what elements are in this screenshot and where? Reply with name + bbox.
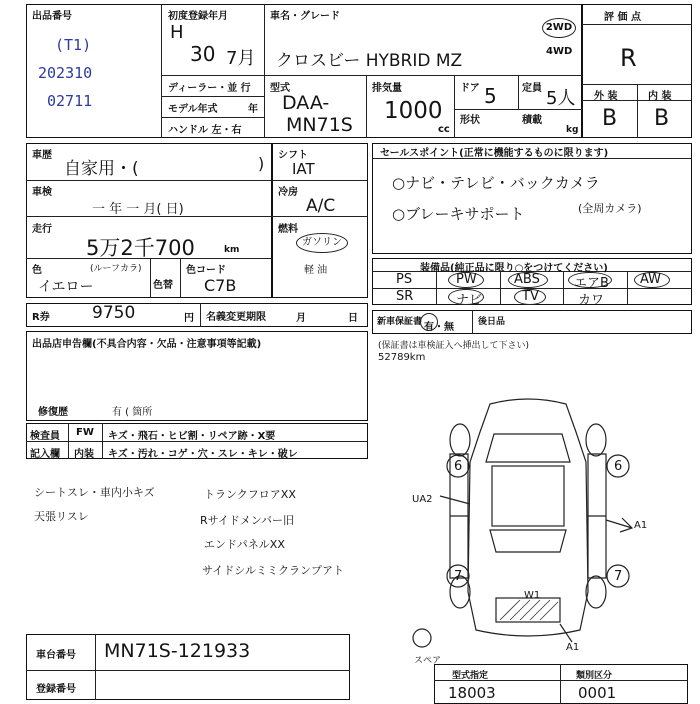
wheel-front-right xyxy=(586,424,606,456)
tire-mark-rr: 7 xyxy=(614,569,623,584)
type-label: 型式 xyxy=(270,83,290,94)
damage-a1: A1 xyxy=(634,520,648,531)
int-items: キズ・汚れ・コゲ・穴・スレ・キレ・破レ xyxy=(108,449,298,460)
type-line-1: DAA- xyxy=(282,92,330,114)
sales-line-2: ○ブレーキサポート xyxy=(392,205,525,223)
damage-arrow-a1 xyxy=(606,518,632,532)
equip-tv: TV xyxy=(522,289,539,304)
sales-frame xyxy=(372,143,692,254)
r-ticket-frame xyxy=(26,303,368,327)
equip-pw: PW xyxy=(456,272,477,287)
damage-line-left xyxy=(440,496,470,504)
mileage-label: 走行 xyxy=(32,224,52,235)
equipment-title: 装備品(純正品に限り○をつけてください) xyxy=(420,263,608,274)
name-change-month: 月 xyxy=(296,313,306,324)
wheel-rear-right xyxy=(586,576,606,608)
capacity-value: 5人 xyxy=(546,88,576,109)
warranty-options: 有・無 xyxy=(424,322,454,333)
shift-label: シフト xyxy=(278,150,308,161)
category-value: 0001 xyxy=(578,684,617,702)
int-label: 内装 xyxy=(74,449,94,460)
lot-no-label: 出品番号 xyxy=(32,11,72,22)
dealer-label: ディーラー・並 行 xyxy=(168,83,251,94)
damage-w1: W1 xyxy=(524,590,541,601)
note-right-3: エンドパネルXX xyxy=(204,538,285,551)
chassis-value: MN71S-121933 xyxy=(104,640,251,662)
r-ticket-label: R券 xyxy=(32,312,50,323)
warranty-label: 新車保証書 xyxy=(377,317,423,327)
door-label: ドア xyxy=(460,83,480,94)
first-reg-label: 初度登録年月 xyxy=(168,11,228,22)
equip-leather: カワ xyxy=(578,293,605,308)
color-label: 色 xyxy=(32,265,42,276)
color-change-label: 色替 xyxy=(153,280,173,291)
note-right-4: サイドシルミミクランプアト xyxy=(202,564,344,577)
name-change-label: 名義変更期限 xyxy=(206,312,266,323)
model-year-suffix: 年 xyxy=(248,104,258,115)
sales-title: セールスポイント(正常に機能するものに限ります) xyxy=(380,148,609,159)
interior-label: 内 装 xyxy=(648,91,672,102)
mileage-value: 5万2千700 xyxy=(86,236,195,260)
history-close: ) xyxy=(258,154,265,173)
fuel-label: 燃料 xyxy=(278,224,298,235)
equip-navi-circle xyxy=(448,289,484,305)
color-code-label: 色コード xyxy=(186,265,226,276)
chassis-label: 車台番号 xyxy=(36,650,76,661)
shift-value: IAT xyxy=(292,160,315,178)
first-reg-year: 30 xyxy=(190,42,216,66)
shaken-value: 一 年 一 月( 日) xyxy=(92,202,184,217)
first-reg-era: H xyxy=(170,22,184,43)
r-ticket-value: 9750 xyxy=(92,303,136,323)
damage-ua2: UA2 xyxy=(412,494,433,505)
fuel-diesel: 軽 油 xyxy=(304,265,328,276)
fw-label: FW xyxy=(76,427,94,438)
history-label: 車歴 xyxy=(32,150,52,161)
equip-airbag-circle xyxy=(568,272,612,288)
fuel-gasoline-mark: ガソリン xyxy=(296,233,348,253)
mileage-note: 52789km xyxy=(378,352,426,363)
cc-unit: cc xyxy=(438,124,450,135)
equip-ps: PS xyxy=(396,272,413,287)
details-frame xyxy=(26,143,272,298)
capacity-label: 定員 xyxy=(522,83,542,94)
shape-label: 形状 xyxy=(460,115,480,126)
car-windshield xyxy=(486,434,570,462)
note-left-1: シートスレ・車内小キズ xyxy=(34,486,155,499)
equip-tv-circle xyxy=(514,289,546,305)
model-designation-label: 型式指定 xyxy=(452,671,489,681)
lot-line-2: 202310 xyxy=(38,64,93,82)
ac-value: A/C xyxy=(306,196,336,216)
interior-grade: B xyxy=(654,106,670,131)
spare-tire xyxy=(413,629,431,647)
fw-items: キズ・飛石・ヒビ割・リペア跡・X要 xyxy=(108,431,276,442)
color-code-value: C7B xyxy=(204,276,237,295)
displacement-value: 1000 xyxy=(384,98,443,124)
equip-abs-circle xyxy=(508,272,548,288)
note-left-2: 天張リスレ xyxy=(34,510,89,523)
report-title: 出品店申告欄(不具合内容・欠品・注意事項等記載) xyxy=(32,339,262,350)
km-unit: km xyxy=(224,245,240,255)
equip-pw-circle xyxy=(448,272,484,288)
equip-aw: AW xyxy=(640,272,662,287)
first-reg-month: 7月 xyxy=(226,48,256,69)
repair-label: 修復歴 xyxy=(38,407,68,418)
note-right-2: Rサイドメンバー旧 xyxy=(200,514,294,527)
kg-unit: kg xyxy=(566,125,579,135)
sales-line-2-note: (全周カメラ) xyxy=(578,202,642,215)
inspector-label-2: 記入欄 xyxy=(30,449,60,460)
exterior-grade: B xyxy=(602,106,618,131)
ac-label: 冷房 xyxy=(278,187,298,198)
model-year-label: モデル年式 xyxy=(168,104,218,115)
warranty-note: (保証書は車検証入へ挿出して下さい) xyxy=(378,341,530,351)
car-name: クロスビー HYBRID MZ xyxy=(276,51,463,71)
equip-aw-circle xyxy=(634,272,670,288)
sales-line-1: ○ナビ・テレビ・バックカメラ xyxy=(392,174,600,192)
lot-line-3: 02711 xyxy=(47,92,93,110)
aftermarket-label: 後日品 xyxy=(478,317,506,327)
equip-sr: SR xyxy=(396,289,414,304)
displacement-label: 排気量 xyxy=(372,83,402,94)
score-value: R xyxy=(620,44,637,72)
car-name-label: 車名・グレード xyxy=(270,11,340,22)
car-roof xyxy=(492,466,564,526)
repair-value: 有 ( 箇所 xyxy=(112,407,153,418)
drive-2wd-mark: 2WD xyxy=(542,18,576,38)
exterior-label: 外 装 xyxy=(594,91,618,102)
wheel-front-left xyxy=(450,424,470,456)
damage-a1-rear: A1 xyxy=(566,642,580,653)
equip-abs: ABS xyxy=(514,272,540,287)
shaken-label: 車検 xyxy=(32,187,52,198)
history-value: 自家用・( xyxy=(64,159,139,179)
equip-airbag: エアB xyxy=(574,276,609,291)
equip-navi: ナビ xyxy=(456,293,483,308)
load-label: 積載 xyxy=(522,115,542,126)
tire-mark-rl: 7 xyxy=(454,569,463,584)
tire-mark-fl: 6 xyxy=(454,459,463,474)
roof-color: (ルーフカラ) xyxy=(90,264,142,274)
drive-4wd: 4WD xyxy=(546,46,573,57)
name-change-day: 日 xyxy=(348,313,358,324)
yen-unit: 円 xyxy=(184,313,194,324)
tire-mark-fr: 6 xyxy=(614,459,623,474)
category-label: 類別区分 xyxy=(576,671,613,681)
lot-line-1: (T1) xyxy=(55,36,92,54)
car-rear-window xyxy=(490,530,566,552)
note-right-1: トランクフロアXX xyxy=(204,488,296,501)
warranty-yes-circle xyxy=(420,313,438,331)
car-diagram xyxy=(410,392,650,662)
handle-label: ハンドル 左・右 xyxy=(168,125,242,136)
score-label: 評 価 点 xyxy=(604,12,641,23)
spare-label: スペア xyxy=(414,656,442,666)
type-line-2: MN71S xyxy=(286,114,353,136)
model-designation-value: 18003 xyxy=(448,684,496,702)
door-value: 5 xyxy=(484,84,497,108)
inspector-label-1: 検査員 xyxy=(30,431,60,442)
reg-label: 登録番号 xyxy=(36,684,76,695)
color-value: イエロー xyxy=(38,279,94,295)
